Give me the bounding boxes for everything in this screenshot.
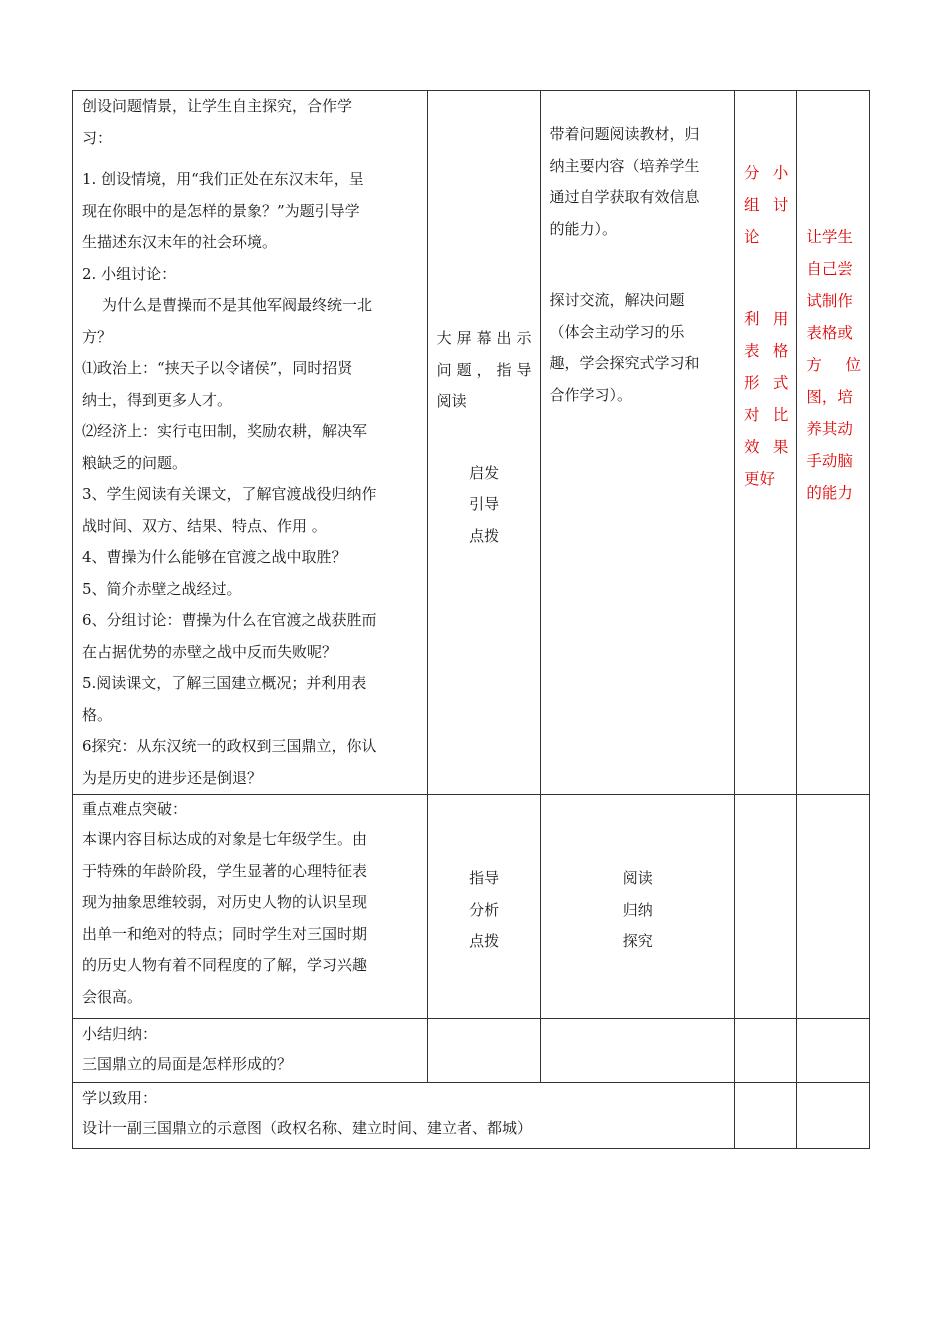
text-line: 探究 — [622, 932, 653, 950]
text-line: 1. 创设情境，用“我们正处在东汉末年，呈 — [82, 170, 364, 188]
student-activity-cell — [540, 795, 734, 1019]
teacher-activity-cell — [427, 91, 540, 795]
text-line: 通过自学获取有效信息 — [549, 188, 700, 206]
design-intent-cell — [797, 91, 870, 795]
text-line: 自己尝 — [806, 260, 853, 278]
text-line: 效 果 — [743, 438, 789, 456]
application-cell — [73, 1083, 735, 1149]
table-row — [73, 91, 870, 795]
text-line: 归纳 — [622, 900, 653, 919]
table-row — [73, 1019, 870, 1083]
text-line: 启发 — [469, 463, 500, 482]
text-line: 试制作 — [806, 292, 853, 310]
text-line: 形 式 — [743, 374, 789, 392]
empty-cell — [540, 1019, 734, 1083]
text-line: 本课内容目标达成的对象是七年级学生。由 — [82, 830, 368, 848]
text-line: 的能力）。 — [549, 219, 618, 238]
text-line: 纳主要内容（培养学生 — [549, 156, 700, 175]
text-line: 在占据优势的赤壁之战中反而失败呢？ — [82, 642, 338, 661]
text-line: 养其动 — [806, 420, 853, 438]
text-line: 图，培 — [806, 388, 853, 406]
text-line: 指导 — [469, 869, 500, 887]
empty-cell — [734, 1019, 796, 1083]
text-line: 创设问题情景，让学生自主探究，合作学 — [82, 97, 353, 115]
text-line: 6探究：从东汉统一的政权到三国鼎立，你认 — [82, 737, 377, 755]
text-line: 出单一和绝对的特点；同时学生对三国时期 — [82, 924, 368, 943]
text-line: 会很高。 — [82, 987, 143, 1006]
text-line: 合作学习）。 — [549, 385, 633, 404]
text-line: 论 — [743, 228, 760, 246]
text-line: 带着问题阅读教材，归 — [549, 125, 700, 143]
text-line: 于特殊的年龄阶段，学生显著的心理特征表 — [82, 861, 368, 880]
text-line: 表 格 — [743, 342, 789, 360]
empty-cell — [797, 1019, 870, 1083]
text-line: 3、学生阅读有关课文，了解官渡战役归纳作 — [82, 485, 377, 503]
text-line: 2. 小组讨论： — [82, 264, 177, 283]
table-row — [73, 1083, 870, 1149]
text-line: 的历史人物有着不同程度的了解，学习兴趣 — [82, 956, 368, 974]
text-line: 阅读 — [436, 392, 467, 410]
section-title: 重点难点突破： — [82, 800, 188, 818]
text-line: 让学生 — [806, 228, 853, 246]
text-line: 格。 — [82, 705, 113, 724]
text-line: 点拨 — [469, 932, 500, 950]
text-line: 现为抽象思维较弱，对历史人物的认识呈现 — [82, 893, 368, 911]
text-line: 探讨交流，解决问题 — [549, 291, 685, 309]
text-line: 更好 — [743, 470, 775, 488]
text-line: 三国鼎立的局面是怎样形成的？ — [82, 1055, 293, 1073]
text-line: 问题，指导 — [436, 360, 532, 379]
text-line: 设计一副三国鼎立的示意图（政权名称、建立时间、建立者、都城） — [82, 1119, 533, 1137]
section-title: 小结归纳： — [82, 1025, 158, 1043]
empty-cell — [797, 795, 870, 1019]
lesson-plan-table — [72, 90, 870, 1149]
text-line: 5.阅读课文，了解三国建立概况；并利用表 — [82, 674, 367, 692]
text-line: 阅读 — [622, 869, 653, 887]
student-activity-cell — [540, 91, 734, 795]
text-line: 的能力 — [806, 484, 853, 502]
text-line: 分析 — [469, 900, 500, 919]
empty-cell — [734, 795, 796, 1019]
text-line: 手动脑 — [806, 452, 853, 470]
empty-cell — [797, 1083, 870, 1149]
text-line: 组 讨 — [743, 196, 789, 214]
text-line: 6、分组讨论：曹操为什么在官渡之战获胜而 — [82, 611, 377, 629]
text-line: 分 小 — [743, 164, 789, 182]
text-line: 引导 — [469, 495, 500, 513]
summary-cell — [73, 1019, 428, 1083]
text-line: 对 比 — [743, 406, 789, 424]
teaching-process-cell — [73, 91, 428, 795]
table-row — [73, 795, 870, 1019]
text-line: ⑴政治上：“挟天子以令诸侯”，同时招贤 — [82, 359, 353, 377]
text-line: 为是历史的进步还是倒退？ — [82, 768, 263, 787]
text-line: ⑵经济上：实行屯田制，奖励农耕，解决军 — [82, 422, 368, 440]
empty-cell — [734, 1083, 796, 1149]
text-line: 战时间、双方、结果、特点、作用 。 — [82, 516, 327, 535]
text-line: 为什么是曹操而不是其他军阀最终统一北 — [102, 296, 373, 314]
text-line: 生描述东汉末年的社会环境。 — [82, 233, 278, 251]
section-title: 学以致用： — [82, 1089, 158, 1107]
text-line: 方 位 — [806, 356, 861, 374]
text-line: 利 用 — [743, 310, 789, 328]
empty-cell — [427, 1019, 540, 1083]
text-line: （体会主动学习的乐 — [549, 322, 685, 341]
text-line: 现在你眼中的是怎样的景象？”为题引导学 — [82, 201, 360, 220]
text-line: 4、曹操为什么能够在官渡之战中取胜？ — [82, 548, 347, 566]
text-line: 点拨 — [469, 526, 500, 545]
text-line: 趣，学会探究式学习和 — [549, 354, 700, 372]
teacher-activity-cell — [427, 795, 540, 1019]
text-line: 纳士，得到更多人才。 — [82, 390, 233, 409]
text-line: 5、简介赤壁之战经过。 — [82, 579, 242, 598]
text-line: 粮缺乏的问题。 — [82, 453, 188, 472]
key-points-cell — [73, 795, 428, 1019]
text-line: 表格或 — [806, 324, 853, 342]
method-note-cell — [734, 91, 796, 795]
text-line: 习： — [82, 128, 113, 147]
text-line: 方？ — [82, 327, 113, 346]
text-line: 大屏幕出示 — [436, 329, 532, 347]
